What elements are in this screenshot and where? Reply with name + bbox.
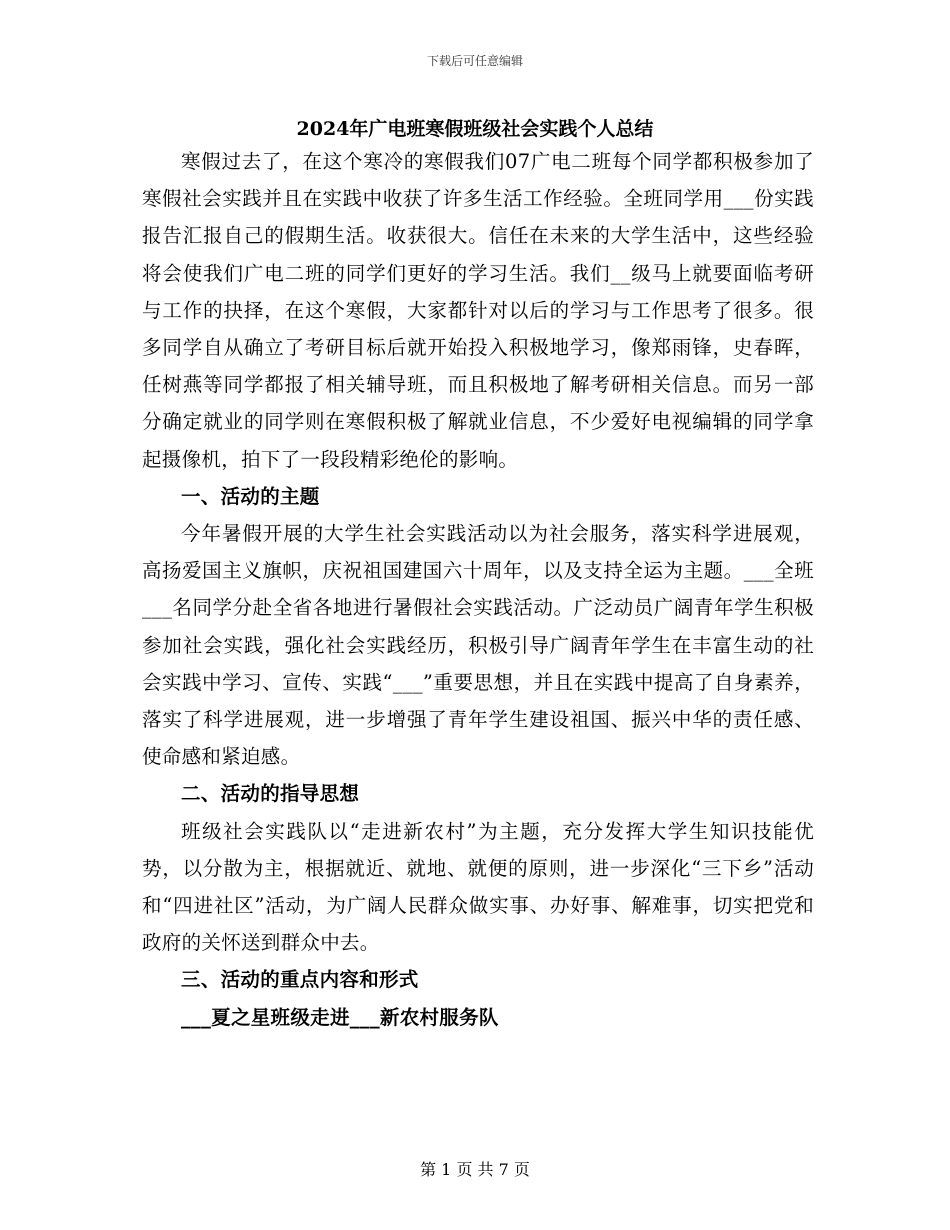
document-title: 2024年广电班寒假班级社会实践个人总结 (296, 118, 654, 140)
document-body (142, 143, 814, 1036)
section-heading-theme: 一、活动的主题 (181, 484, 320, 508)
paragraph-intro: 寒假过去了，在这个寒冷的寒假我们07广电二班每个同学都积极参加了寒假社会实践并且在实践中收获了许多生活工作经验。全班同学用___份实践报告汇报自己的假期生活。收获很大。信任在未来的大学生活中，这些经验将会使我们广电二班的同学们更好的学习生活。我们__级马上就要面临考研与工作的抉择，在这个寒假，大家都针对以后的学习与工作思考了很多。很多同学自从确立了考研目标后就开始投入积极地学习，像郑雨锋，史春晖，任树燕等同学都报了相关辅导班，而且积极地了解考研相关信息。而另一部分确定就业的同学则在寒假积极了解就业信息，不少爱好电视编辑的同学拿起摄像机，拍下了一段段精彩绝伦的影响。 (142, 150, 814, 471)
paragraph-theme: 今年暑假开展的大学生社会实践活动以为社会服务，落实科学进展观，高扬爱国主义旗帜，庆祝祖国建国六十周年，以及支持全运为主题。___全班___名同学分赴全省各地进行暑假社会实践活动。广泛动员广阔青年学生积极参加社会实践，强化社会实践经历，积极引导广阔青年学生在丰富生动的社会实践中学习、宣传、实践“___”重要思想，并且在实践中提高了自身素养，落实了科学进展观，进一步增强了青年学生建设祖国、振兴中华的责任感、使命感和紧迫感。 (142, 522, 814, 769)
subheading-service-team: ___夏之星班级走进___新农村服务队 (181, 1005, 499, 1029)
paragraph-guiding-ideology: 班级社会实践队以“走进新农村”为主题，充分发挥大学生知识技能优势，以分散为主，根据就近、就地、就便的原则，进一步深化“三下乡”活动和“四进社区”活动，为广阔人民群众做实事、办好事、解难事，切实把党和政府的关怀送到群众中去。 (142, 819, 814, 955)
section-heading-guiding-ideology: 二、活动的指导思想 (181, 782, 360, 806)
page-header: 下载后可任意编辑 (426, 54, 523, 68)
section-heading-content-form: 三、活动的重点内容和形式 (181, 968, 419, 992)
page-footer: 第 1 页 共 7 页 (420, 1160, 530, 1179)
